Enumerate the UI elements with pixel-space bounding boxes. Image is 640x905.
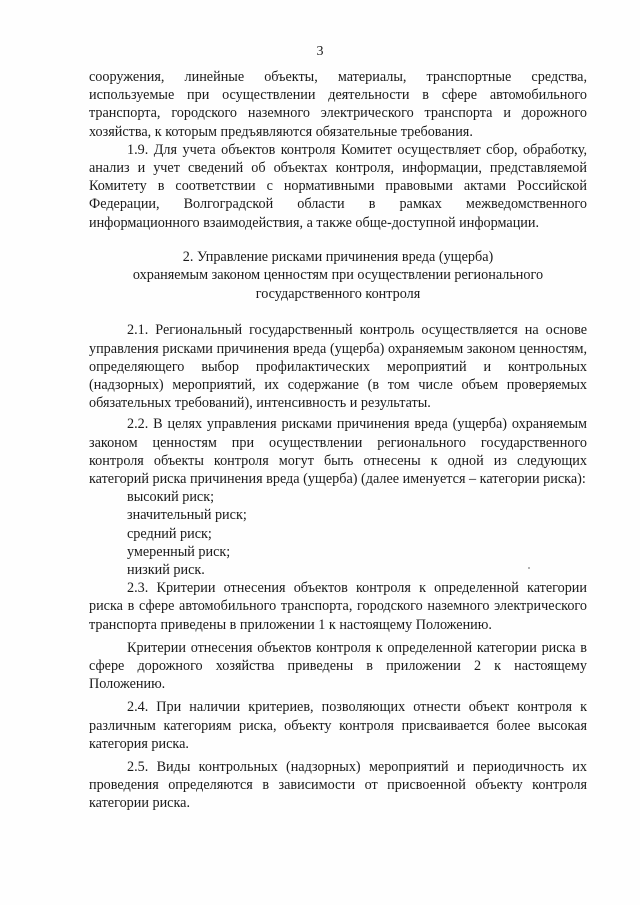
section-heading-line-3: государственного контроля	[255, 285, 421, 302]
paragraph-2-3: 2.3. Критерии отнесения объектов контроля к определенной категории риска в сфере автомобильного транспорта, городского наземного электрического транспорта приведены в приложении 1 к настоящему Положению.	[89, 580, 587, 633]
paragraph-2-1: 2.1. Региональный государственный контроль осуществляется на основе управления рисками причинения вреда (ущерба) охраняемым законом ценностям, определяющего выбор профилактических мероприятий и контрольных (надзорных) мероприятий, их содержание (в том числе объем проверяемых обязательных требований), интенсивность и результаты.	[89, 322, 587, 412]
section-heading-line-2: охраняемым законом ценностям при осуществлении регионального	[132, 267, 544, 284]
list-item-risk-low: низкий риск.	[127, 561, 205, 578]
paragraph-2-2: 2.2. В целях управления рисками причинения вреда (ущерба) охраняемым законом ценностям при осуществлении регионального государственного контроля объекты контроля могут быть отнесены к одной из следующих категорий риска причинения вреда (ущерба) (далее именуется – категории риска):	[89, 416, 587, 487]
section-heading-line-1: 2. Управление рисками причинения вреда (ущерба)	[182, 248, 494, 265]
risk-category-list	[89, 488, 587, 579]
scan-speck	[528, 567, 530, 569]
paragraph-2-5: 2.5. Виды контрольных (надзорных) мероприятий и периодичность их проведения определяются в зависимости от присвоенной объекту контроля категории риска.	[89, 759, 587, 812]
section-heading	[89, 248, 587, 304]
paragraph-1-9: 1.9. Для учета объектов контроля Комитет осуществляет сбор, обработку, анализ и учет сведений об объектах контроля, информации, представляемой Комитету в соответствии с нормативными правовыми актами Российской Федерации, Волгоградской области в рамках межведомственного информационного взаимодействия, а также обще-доступной информации.	[89, 141, 587, 231]
list-item-risk-moderate: умеренный риск;	[127, 543, 231, 560]
paragraph-road-criteria: Критерии отнесения объектов контроля к определенной категории риска в сфере дорожного хозяйства приведены в приложении 2 к настоящему Положению.	[89, 639, 587, 693]
list-item-risk-medium: средний риск;	[127, 525, 212, 542]
document-body	[89, 68, 587, 813]
page-number: 3	[316, 44, 324, 59]
list-item-risk-significant: значительный риск;	[127, 507, 247, 524]
paragraph-2-4: 2.4. При наличии критериев, позволяющих отнести объект контроля к различным категориям риска, объекту контроля присваивается более высокая категория риска.	[89, 699, 587, 752]
list-item-risk-high: высокий риск;	[127, 489, 215, 506]
paragraph-objects-continuation: сооружения, линейные объекты, материалы, транспортные средства, используемые при осуществлении деятельности в сфере автомобильного транспорта, городского наземного электрического транспорта и дорожного хозяйства, к которым предъявляются обязательные требования.	[89, 69, 587, 140]
